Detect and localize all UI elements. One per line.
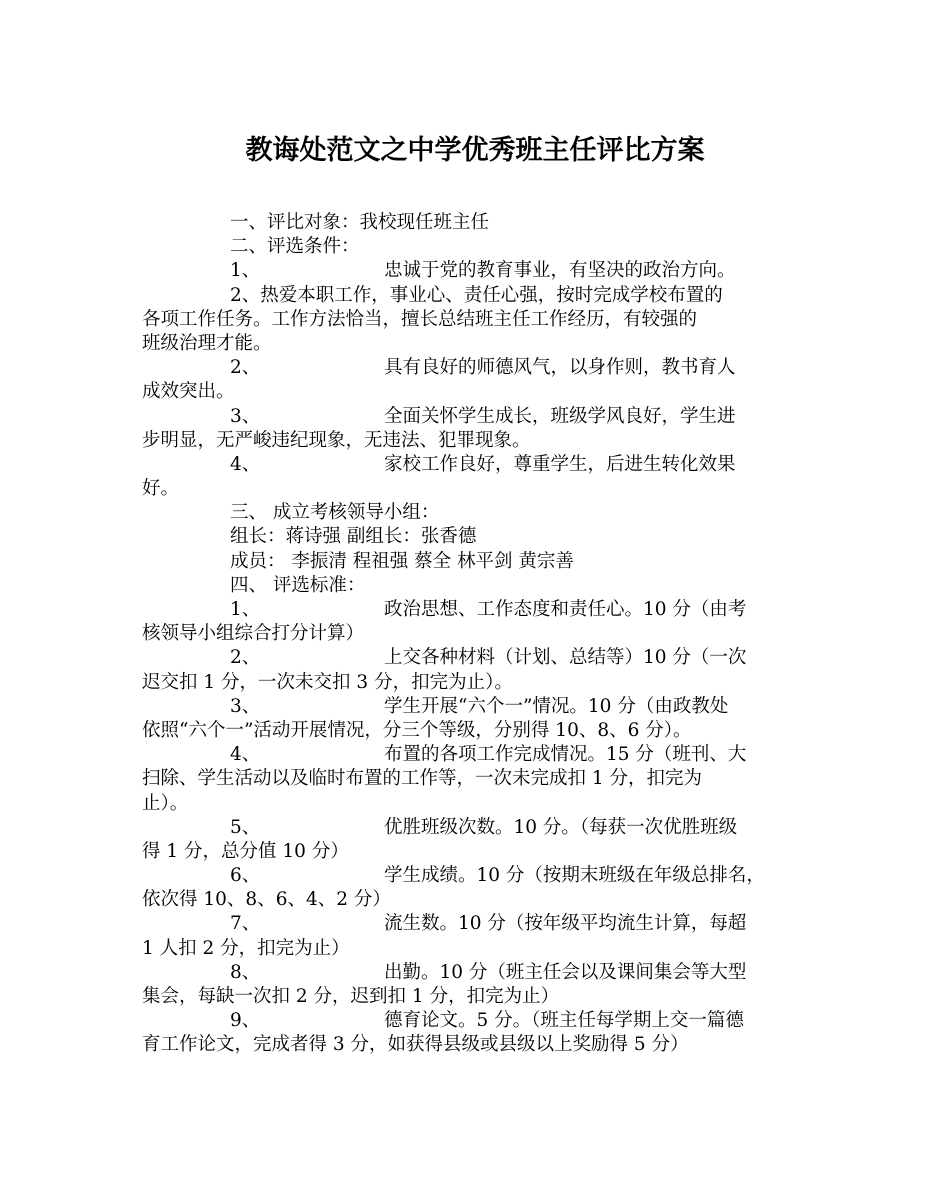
paragraph-line: 步明显，无严峻违纪现象，无违法、犯罪现象。 [142, 429, 531, 451]
item-number: 1、 [230, 260, 261, 282]
item-number: 5、 [230, 816, 261, 838]
list-item [142, 695, 814, 719]
item-number: 1、 [230, 599, 261, 620]
item-number: 9、 [230, 1010, 261, 1032]
item-text: 德育论文。5 分。（班主任每学期上交一篇德 [384, 1010, 744, 1032]
item-text: 学生开展“六个一”情况。10 分（由政教处 [384, 695, 729, 717]
item-text: 家校工作良好，尊重学生，后进生转化效果 [384, 453, 736, 475]
list-item [142, 259, 814, 283]
item-number: 2、 [230, 647, 261, 669]
paragraph-line: 依次得 10、8、6、4、2 分） [142, 889, 391, 911]
item-number: 6、 [230, 865, 261, 887]
list-item [142, 1009, 814, 1033]
list-item [142, 816, 814, 840]
paragraph-line: 各项工作任务。工作方法恰当，擅长总结班主任工作经历，有较强的 [142, 308, 698, 330]
paragraph-line: 好。 [142, 478, 180, 500]
paragraph-line: 二、评选条件： [230, 236, 360, 258]
item-text: 政治思想、工作态度和责任心。10 分（由考 [384, 599, 747, 620]
item-text: 优胜班级次数。10 分。（每获一次优胜班级 [384, 816, 738, 838]
paragraph-line: 组长：蒋诗强 副组长：张香德 [230, 526, 477, 548]
item-number: 4、 [230, 744, 261, 766]
item-text: 学生成绩。10 分（按期末班级在年级总排名， [384, 865, 765, 887]
item-number: 4、 [230, 453, 261, 475]
paragraph-line: 迟交扣 1 分，一次未交扣 3 分，扣完为止）。 [142, 671, 513, 693]
list-item [142, 453, 814, 477]
document-body [142, 211, 814, 1058]
list-item [142, 405, 814, 429]
paragraph-line: 一、评比对象：我校现任班主任 [230, 212, 490, 233]
paragraph-line: 成员： 李振清 程祖强 蔡全 林平剑 黄宗善 [230, 550, 574, 572]
item-text: 上交各种材料（计划、总结等）10 分（一次 [384, 647, 747, 669]
item-text: 具有良好的师德风气，以身作则，教书育人 [384, 357, 736, 379]
paragraph-line: 止）。 [142, 792, 189, 814]
list-item [142, 864, 814, 888]
list-item [142, 356, 814, 380]
paragraph-line: 成效突出。 [142, 381, 235, 403]
item-text: 全面关怀学生成长，班级学风良好，学生进 [384, 405, 736, 427]
item-number: 2、 [230, 357, 261, 379]
item-number: 8、 [230, 961, 261, 983]
list-item [142, 912, 814, 936]
item-number: 3、 [230, 405, 261, 427]
item-text: 流生数。10 分（按年级平均流生计算，每超 [384, 913, 747, 935]
list-item [142, 961, 814, 985]
list-item [142, 743, 814, 767]
item-text: 出勤。10 分（班主任会以及课间集会等大型 [384, 961, 747, 983]
item-number: 3、 [230, 695, 261, 717]
item-number: 7、 [230, 913, 261, 935]
document-title: 教诲处范文之中学优秀班主任评比方案 [245, 135, 705, 166]
item-text: 布置的各项工作完成情况。15 分（班刊、大 [384, 744, 747, 766]
paragraph-line: 1 人扣 2 分，扣完为止） [142, 937, 350, 959]
list-item [142, 646, 814, 670]
section-heading: 三、 成立考核领导小组： [230, 502, 440, 524]
paragraph-line: 集会，每缺一次扣 2 分，迟到扣 1 分，扣完为止） [142, 986, 560, 1007]
paragraph-line: 育工作论文，完成者得 3 分，如获得县级或县级以上奖励得 5 分） [142, 1034, 689, 1056]
paragraph-line: 核领导小组综合打分计算） [142, 623, 365, 645]
paragraph-line: 得 1 分，总分值 10 分） [142, 840, 349, 862]
paragraph-line: 2、热爱本职工作，事业心、责任心强，按时完成学校布置的 [230, 284, 723, 306]
paragraph-line: 班级治理才能。 [142, 332, 272, 354]
paragraph-line: 扫除、学生活动以及临时布置的工作等，一次未完成扣 1 分，扣完为 [142, 768, 703, 790]
list-item [142, 598, 814, 622]
item-text: 忠诚于党的教育事业，有坚决的政治方向。 [384, 260, 736, 282]
paragraph-line: 依照“六个一”活动开展情况，分三个等级，分别得 10、8、6 分）。 [142, 719, 692, 741]
section-heading: 四、 评选标准： [230, 574, 366, 596]
